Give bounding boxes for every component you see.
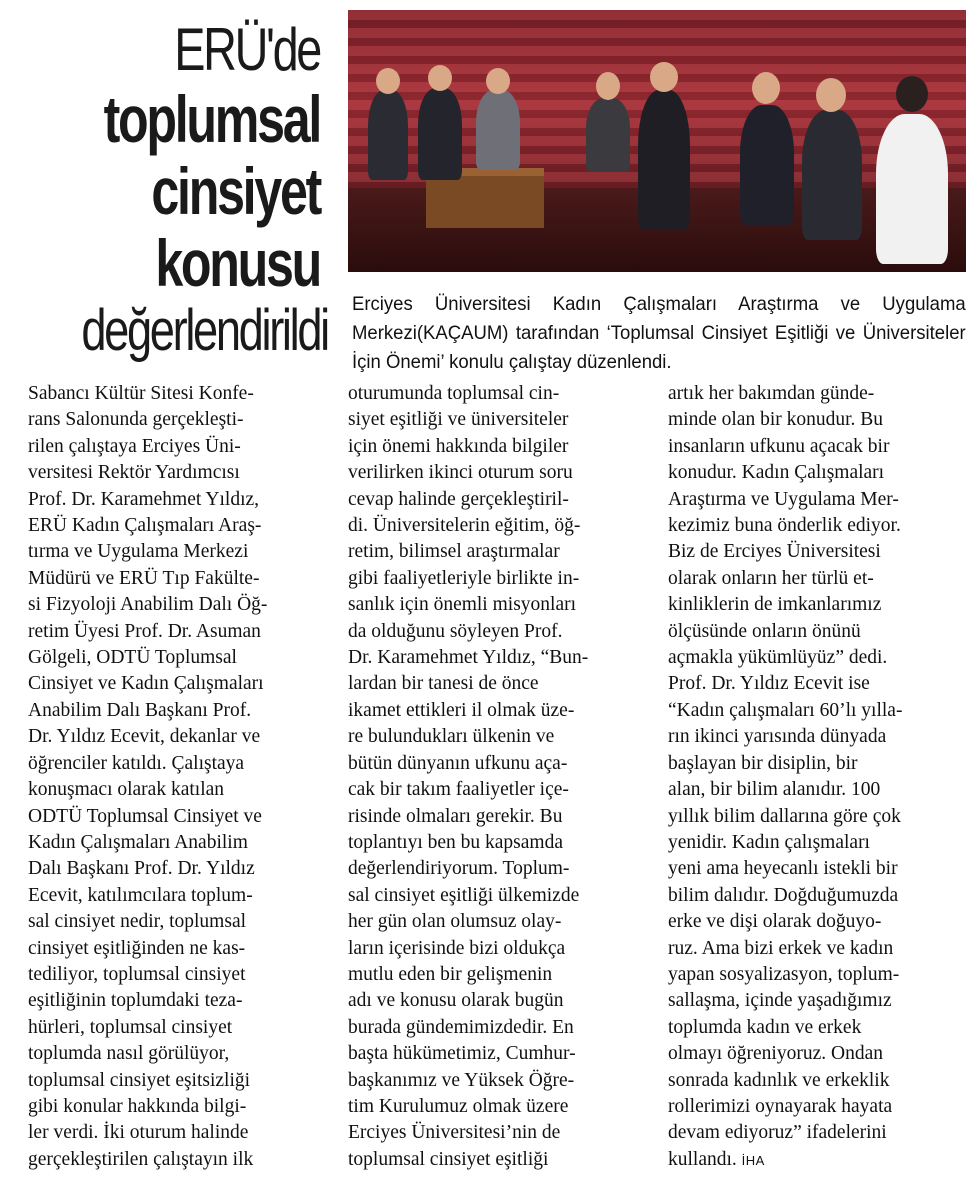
article-line: si Fizyoloji Anabilim Dalı Öğ- <box>28 594 268 616</box>
article-line: için önemi hakkında bilgiler <box>348 435 569 457</box>
article-line: kezimiz buna önderlik ediyor. <box>668 515 901 537</box>
person-head <box>816 78 846 112</box>
article-line: cak bir takım faaliyetler içe- <box>348 779 569 801</box>
article-line: gerçekleştirilen çalıştayın ilk <box>28 1148 254 1170</box>
article-line: siyet eşitliği ve üniversiteler <box>348 409 569 431</box>
article-line: öğrenciler katıldı. Çalıştaya <box>28 752 245 774</box>
article-line: olarak onların her türlü et- <box>668 567 874 589</box>
article-line: toplantıyı ben bu kapsamda <box>348 831 563 853</box>
person-shape <box>368 90 408 180</box>
article-line: Dr. Karamehmet Yıldız, “Bun- <box>348 647 589 669</box>
article-line: toplumsal cinsiyet eşitsizliği <box>28 1069 251 1091</box>
headline-line-4: konusu <box>155 226 320 300</box>
article-line: di. Üniversitelerin eğitim, öğ- <box>348 515 581 537</box>
article-line: Gölgeli, ODTÜ Toplumsal <box>28 647 237 669</box>
article-column-3 <box>668 381 968 1174</box>
article-line: tim Kurulumuz olmak üzere <box>348 1095 569 1117</box>
article-line: sallaşma, içinde yaşadığımız <box>668 990 892 1012</box>
article-line: sal cinsiyet eşitliği ülkemizde <box>348 884 580 906</box>
article-line: başta hükümetimiz, Cumhur- <box>348 1043 576 1065</box>
article-line: Prof. Dr. Karamehmet Yıldız, <box>28 488 260 510</box>
article-line: ler verdi. İki oturum halinde <box>28 1122 249 1144</box>
article-line: Müdürü ve ERÜ Tıp Fakülte- <box>28 567 260 589</box>
article-line: yapan sosyalizasyon, toplum- <box>668 963 900 985</box>
headline-line-3: cinsiyet <box>151 154 320 228</box>
headline-line-1: ERÜ'de <box>174 16 320 83</box>
article-line: artık her bakımdan günde- <box>668 383 875 404</box>
article-line: verilirken ikinci oturum soru <box>348 462 573 484</box>
article-line: Prof. Dr. Yıldız Ecevit ise <box>668 673 870 695</box>
article-line: rın ikinci yarısında dünyada <box>668 726 887 748</box>
article-line: eşitliğinin toplumdaki teza- <box>28 990 243 1012</box>
article-line: Anabilim Dalı Başkanı Prof. <box>28 699 252 721</box>
article-line: erke ve dişi olarak doğuyo- <box>668 911 882 933</box>
article-line: konudur. Kadın Çalışmaları <box>668 462 885 484</box>
headline-line-2: toplumsal <box>103 82 320 156</box>
article-line: yeni ama heyecanlı istekli bir <box>668 858 898 880</box>
article-line: Cinsiyet ve Kadın Çalışmaları <box>28 673 264 695</box>
article-line: ikamet ettikleri il olmak üze- <box>348 699 575 721</box>
article-line: toplumsal cinsiyet eşitliği <box>348 1148 549 1170</box>
article-line: Dr. Yıldız Ecevit, dekanlar ve <box>28 726 261 748</box>
article-line: başlayan bir disiplin, bir <box>668 752 858 774</box>
article-line: ODTÜ Toplumsal Cinsiyet ve <box>28 805 262 827</box>
news-photo <box>348 10 966 272</box>
article-line: retim Üyesi Prof. Dr. Asuman <box>28 620 261 642</box>
agency-credit: İHA <box>741 1152 765 1168</box>
article-line: Erciyes Üniversitesi’nin de <box>348 1122 561 1144</box>
article-line: sanlık için önemli misyonları <box>348 594 577 616</box>
article-line: Araştırma ve Uygulama Mer- <box>668 488 899 510</box>
article-line: oturumunda toplumsal cin- <box>348 383 560 404</box>
article-line: versitesi Rektör Yardımcısı <box>28 462 240 484</box>
person-head <box>752 72 780 104</box>
article-line: toplumda kadın ve erkek <box>668 1016 862 1038</box>
photo-caption: Erciyes Üniversitesi Kadın Çalışmaları Araştırma ve Uygulama Merkezi(KAÇAUM) tarafından ‘Toplumsal Cinsiyet Eşitliği ve Üniversiteler İçin Önemi’ konulu çalıştay düzenlendi. <box>352 293 966 373</box>
article-column-2 <box>348 381 648 1173</box>
article-line: insanların ufkunu açacak bir <box>668 435 890 457</box>
article-column-1 <box>28 381 328 1173</box>
article-line: da olduğunu söyleyen Prof. <box>348 620 563 642</box>
article-line: başkanımız ve Yüksek Öğre- <box>348 1069 575 1091</box>
article-line: alan, bir bilim alanıdır. 100 <box>668 779 881 801</box>
article-line: rollerimizi oynayarak hayata <box>668 1095 893 1117</box>
article-line: gibi konular hakkında bilgi- <box>28 1095 247 1117</box>
article-line: hürleri, toplumsal cinsiyet <box>28 1016 233 1038</box>
article-line: devam ediyoruz” ifadelerini <box>668 1122 887 1144</box>
person-shape <box>638 90 690 230</box>
person-shape <box>476 90 520 170</box>
person-head <box>650 62 678 92</box>
article-line: rilen çalıştaya Erciyes Üni- <box>28 435 241 457</box>
article-line: bütün dünyanın ufkunu aça- <box>348 752 568 774</box>
article-line: burada gündemimizdedir. En <box>348 1016 574 1038</box>
article-line: lardan bir tanesi de önce <box>348 673 539 695</box>
person-head <box>596 72 620 100</box>
article-line: konuşmacı olarak katılan <box>28 779 225 801</box>
article-line: tırma ve Uygulama Merkezi <box>28 541 249 563</box>
article-line: Dalı Başkanı Prof. Dr. Yıldız <box>28 858 255 880</box>
article-line: ruz. Ama bizi erkek ve kadın <box>668 937 894 959</box>
article-line: cinsiyet eşitliğinden ne kas- <box>28 937 246 959</box>
article-line: minde olan bir konudur. Bu <box>668 409 884 431</box>
article-line: ERÜ Kadın Çalışmaları Araş- <box>28 515 262 537</box>
article-line: açmakla yükümlüyüz” dedi. <box>668 647 888 669</box>
headline <box>14 16 328 363</box>
article-line: gibi faaliyetleriyle birlikte in- <box>348 567 580 589</box>
article-line: Ecevit, katılımcılara toplum- <box>28 884 253 906</box>
article-line: yenidir. Kadın çalışmaları <box>668 831 870 853</box>
article-line: olmayı öğreniyoruz. Ondan <box>668 1043 883 1065</box>
article-line: Kadın Çalışmaları Anabilim <box>28 831 248 853</box>
article-line: sal cinsiyet nedir, toplumsal <box>28 911 247 933</box>
article-line: ölçüsünde onların önünü <box>668 620 861 642</box>
article-line: tediliyor, toplumsal cinsiyet <box>28 963 246 985</box>
person-shape <box>740 105 794 225</box>
article-line: Sabancı Kültür Sitesi Konfe- <box>28 383 254 404</box>
article-line: retim, bilimsel araştırmalar <box>348 541 560 563</box>
article-line: her gün olan olumsuz olay- <box>348 911 562 933</box>
article-line: cevap halinde gerçekleştiril- <box>348 488 569 510</box>
person-head <box>486 68 510 94</box>
article-line: ların içerisinde bizi oldukça <box>348 937 566 959</box>
article-line: sonrada kadınlık ve erkeklik <box>668 1069 890 1091</box>
article-line: re bulundukları ülkenin ve <box>348 726 555 748</box>
headline-line-5: değerlendirildi <box>81 298 328 363</box>
article-line: toplumda nasıl görülüyor, <box>28 1043 230 1065</box>
article-line: yıllık bilim dallarına göre çok <box>668 805 901 827</box>
article-line: bilim dalıdır. Doğduğumuzda <box>668 884 899 906</box>
article-line: mutlu eden bir gelişmenin <box>348 963 553 985</box>
article-last-line <box>668 1147 968 1174</box>
person-shape <box>418 88 462 180</box>
person-head <box>428 65 452 91</box>
person-head <box>896 76 928 112</box>
article-line: risinde olmaları gerekir. Bu <box>348 805 563 827</box>
article-line: “Kadın çalışmaları 60’lı yılla- <box>668 699 903 721</box>
article-line: kinliklerin de imkanlarımız <box>668 594 882 616</box>
person-shape <box>802 110 862 240</box>
article-line: kullandı. <box>668 1148 737 1170</box>
article-line: adı ve konusu olarak bugün <box>348 990 564 1012</box>
person-shape <box>876 114 948 264</box>
person-shape <box>586 98 630 172</box>
article-line: değerlendiriyorum. Toplum- <box>348 858 570 880</box>
article-line: Biz de Erciyes Üniversitesi <box>668 541 881 563</box>
person-head <box>376 68 400 94</box>
article-line: rans Salonunda gerçekleşti- <box>28 409 244 431</box>
